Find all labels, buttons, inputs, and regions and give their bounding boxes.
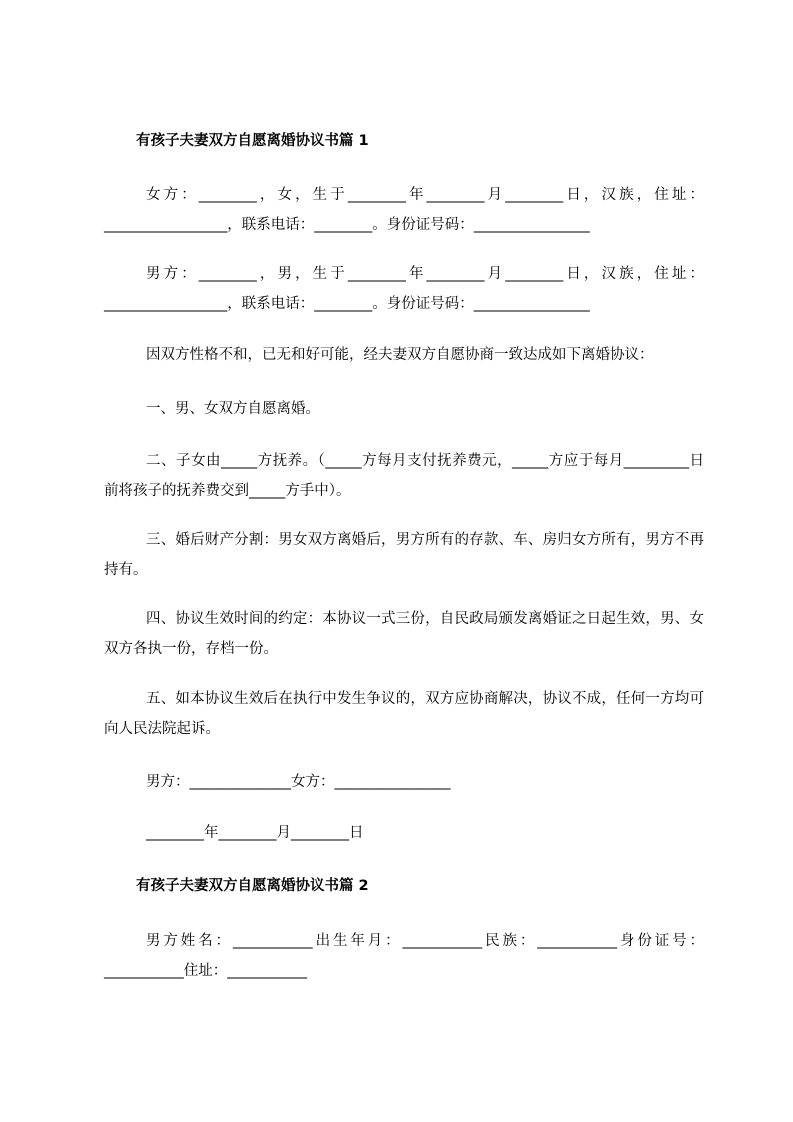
female-party-info: 女方：________，女，生于________年________月________日，汉族，住址：_________________，联系电话：________。身份证号码：________________ xyxy=(104,187,704,233)
male-details: 男方姓名：___________出生年月：___________民族：___________身份证号：___________住址：___________ xyxy=(104,933,704,979)
agreement-intro: 因双方性格不和，已无和好可能，经夫妻双方自愿协商一致达成如下离婚协议： xyxy=(146,347,654,363)
clause-1: 一、男、女双方自愿离婚。 xyxy=(146,401,320,417)
date-line: ________年________月________日 xyxy=(146,825,364,841)
clause-3: 三、婚后财产分割：男女双方离婚后，男方所有的存款、车、房归女方所有，男方不再持有。 xyxy=(104,532,704,578)
signature-line: 男方：______________女方：________________ xyxy=(146,774,451,790)
clause-5: 五、如本协议生效后在执行中发生争议的，双方应协商解决，协议不成，任何一方均可向人民法院起诉。 xyxy=(104,691,704,737)
male-party-info: 男方：________，男，生于________年________月________日，汉族，住址：_________________，联系电话：________。身份证号码：________________ xyxy=(104,266,704,312)
clause-4: 四、协议生效时间的约定：本协议一式三份，自民政局颁发离婚证之日起生效，男、女双方各执一份，存档一份。 xyxy=(104,611,704,657)
section-title-1: 有孩子夫妻双方自愿离婚协议书篇 1 xyxy=(136,133,369,149)
section-title-2: 有孩子夫妻双方自愿离婚协议书篇 2 xyxy=(136,878,369,894)
clause-2: 二、子女由_____方抚养。（_____方每月支付抚养费元，_____方应于每月_________日前将孩子的抚养费交到_____方手中）。 xyxy=(104,453,704,499)
